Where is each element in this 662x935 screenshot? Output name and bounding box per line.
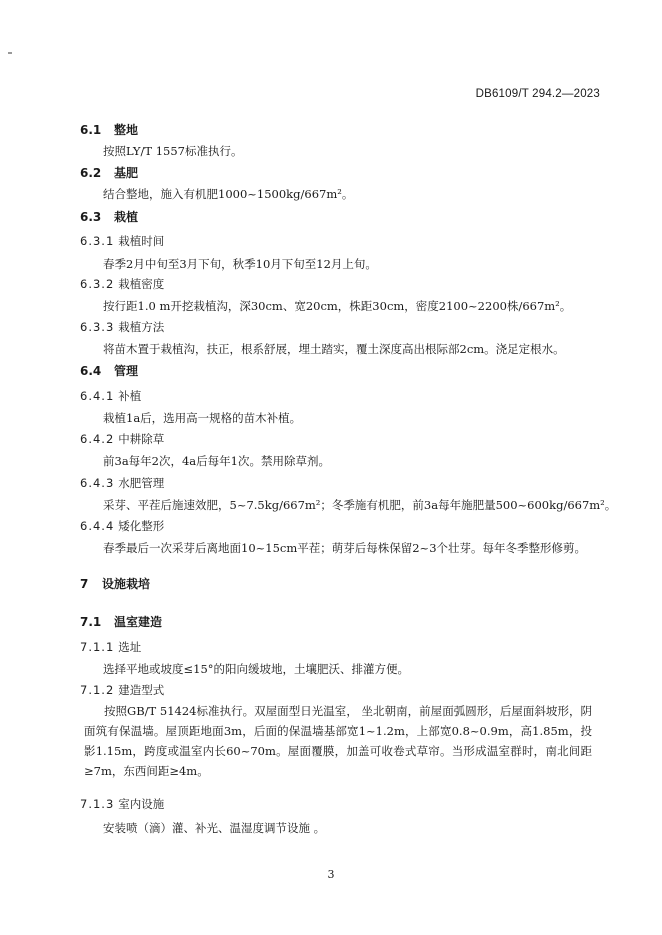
paragraph-6-4-3: 采芽、平茬后施速效肥，5~7.5kg/667m²；冬季施有机肥，前3a每年施肥量500~600kg/667m²。 [103,498,617,512]
paragraph-7-1-3: 安装喷（滴）灌、补光、温湿度调节设施 。 [103,821,326,835]
heading-number: 6.3.2 [80,277,115,291]
heading-title: 室内设施 [118,797,165,811]
heading-number: 7.1.1 [80,640,115,654]
paragraph-6-2: 结合整地，施入有机肥1000~1500kg/667m²。 [103,187,354,201]
heading-number: 7.1 [80,615,102,629]
heading-title: 建造型式 [118,683,165,697]
heading-number: 6.4.4 [80,519,115,533]
heading-number: 7.1.2 [80,683,115,697]
heading-title: 栽植 [114,210,139,224]
paragraph-6-3-2: 按行距1.0 m开挖栽植沟，深30cm、宽20cm，株距30cm，密度2100~2200株/667m²。 [103,299,572,313]
heading-title: 补植 [118,389,142,403]
heading-6-4-1 [80,388,141,404]
scan-mark [8,52,12,54]
heading-title: 中耕除草 [118,432,165,446]
heading-6-3-1 [80,233,164,249]
heading-7-1-3 [80,796,164,812]
heading-title: 温室建造 [114,615,163,629]
heading-number: 6.3.1 [80,234,115,248]
heading-6-3-3 [80,319,164,335]
heading-number: 6.2 [80,166,102,180]
paragraph-6-1: 按照LY/T 1557标准执行。 [103,144,243,158]
heading-title: 设施栽培 [102,577,151,591]
heading-6-4-3 [80,475,164,491]
heading-6-3 [80,208,138,225]
heading-6-4-2 [80,431,164,447]
heading-title: 基肥 [114,166,139,180]
heading-7-1 [80,613,162,630]
paragraph-7-1-2: 按照GB/T 51424标准执行。双屋面型日光温室， 坐北朝南，前屋面弧圆形，后屋面斜坡形，阴面筑有保温墙。屋顶距地面3m，后面的保温墙基部宽1~1.2m，上部宽0.8~0.9m，高1.85m，投影1.15m，跨度或温室内长60~70m。屋面覆膜，加盖可收卷式草帘。当形成温室群时，南北间距≥7m，东西间距≥4m。 [84,704,592,778]
heading-number: 6.4.1 [80,389,115,403]
heading-7-1-2 [80,682,164,698]
heading-number: 6.1 [80,123,102,137]
heading-title: 水肥管理 [118,476,165,490]
heading-title: 矮化整形 [118,519,165,533]
paragraph-6-3-3: 将苗木置于栽植沟，扶正，根系舒展，埋土踏实，覆土深度高出根际部2cm。浇足定根水。 [103,342,565,356]
paragraph-6-3-1: 春季2月中旬至3月下旬，秋季10月下旬至12月上旬。 [103,257,377,271]
paragraph-6-4-2: 前3a每年2次，4a后每年1次。禁用除草剂。 [103,454,330,468]
heading-number: 6.4.2 [80,432,115,446]
heading-number: 6.3 [80,210,102,224]
heading-6-2 [80,164,138,181]
heading-number: 6.4.3 [80,476,115,490]
page-number: 3 [327,868,335,881]
heading-title: 栽植方法 [118,320,165,334]
heading-7 [80,575,150,592]
heading-title: 选址 [118,640,142,654]
heading-6-4 [80,362,138,379]
heading-number: 6.4 [80,364,102,378]
heading-number: 7.1.3 [80,797,115,811]
heading-title: 整地 [114,123,139,137]
heading-6-4-4 [80,518,164,534]
heading-number: 6.3.3 [80,320,115,334]
heading-title: 栽植时间 [118,234,165,248]
paragraph-6-4-1: 栽植1a后，选用高一规格的苗木补植。 [103,411,302,425]
heading-6-1 [80,121,138,138]
document-code: DB6109/T 294.2—2023 [475,88,600,100]
heading-title: 栽植密度 [118,277,165,291]
paragraph-6-4-4: 春季最后一次采芽后离地面10~15cm平茬；萌芽后每株保留2~3个壮芽。每年冬季整形修剪。 [103,541,587,555]
heading-6-3-2 [80,276,164,292]
paragraph-7-1-1: 选择平地或坡度≤15°的阳向缓坡地，土壤肥沃、排灌方便。 [103,662,410,676]
heading-title: 管理 [114,364,139,378]
heading-number: 7 [80,577,89,591]
heading-7-1-1 [80,639,141,655]
